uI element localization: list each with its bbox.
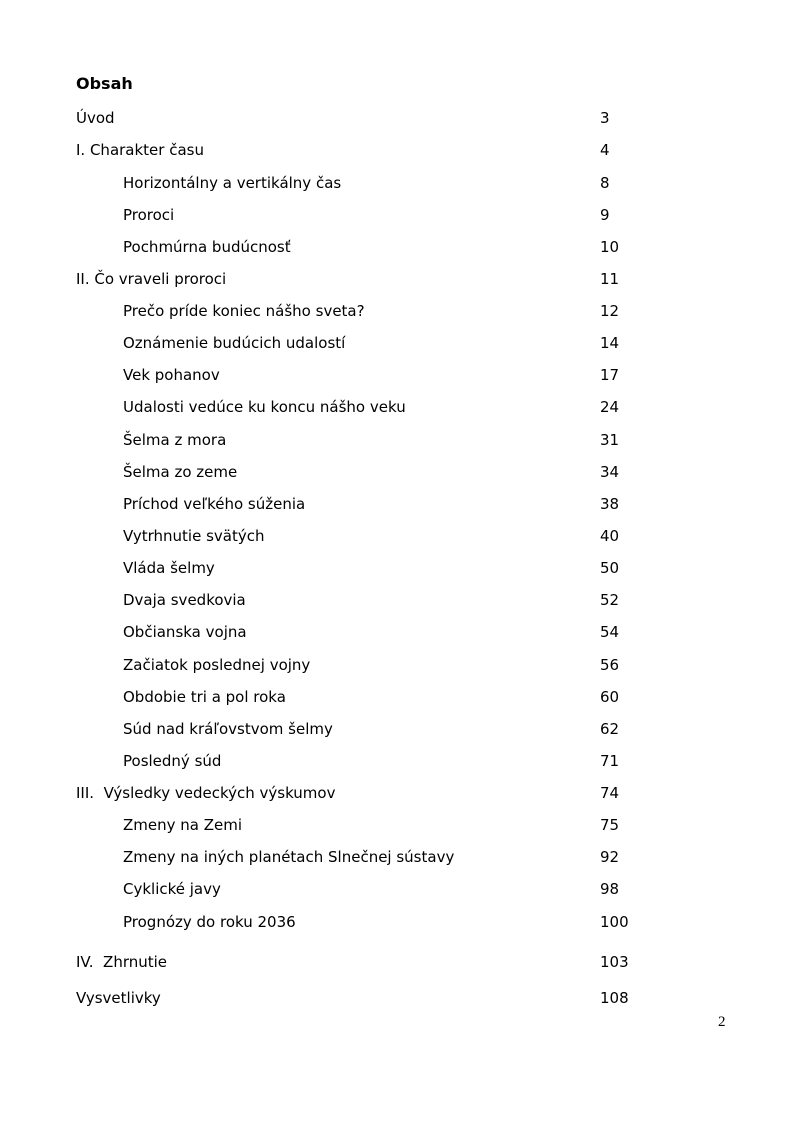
toc-entry — [0, 461, 800, 483]
toc-entry-page: 60 — [600, 688, 620, 706]
toc-entry — [0, 332, 800, 354]
toc-entry-page: 11 — [600, 270, 620, 288]
toc-entry-label: Zmeny na iných planétach Slnečnej sústavy — [123, 848, 455, 866]
toc-entry-page: 98 — [600, 880, 620, 898]
toc-entry — [0, 364, 800, 386]
toc-entry — [0, 107, 800, 129]
toc-entry-page: 74 — [600, 784, 620, 802]
toc-entry-label: Dvaja svedkovia — [123, 591, 246, 609]
toc-entry-label: Príchod veľkého súženia — [123, 495, 306, 513]
toc-entry-page: 62 — [600, 720, 620, 738]
toc-entry-label: Posledný súd — [123, 752, 222, 770]
toc-entry-label: Vysvetlivky — [76, 989, 161, 1007]
toc-entry-label: Šelma z mora — [123, 431, 227, 449]
toc-entry-page: 3 — [600, 109, 610, 127]
toc-entry-label: Úvod — [76, 109, 115, 127]
toc-entry-label: Proroci — [123, 206, 175, 224]
toc-entry — [0, 204, 800, 226]
toc-entry — [0, 782, 800, 804]
toc-entry-label: Pochmúrna budúcnosť — [123, 238, 291, 256]
toc-entry-label: II. Čo vraveli proroci — [76, 270, 227, 288]
toc-entry-label: Vek pohanov — [123, 366, 220, 384]
toc-entry — [0, 268, 800, 290]
toc-entry-label: Zmeny na Zemi — [123, 816, 243, 834]
toc-entry-page: 10 — [600, 238, 620, 256]
toc-entry-page: 17 — [600, 366, 620, 384]
toc-entry — [0, 493, 800, 515]
toc-entry — [0, 557, 800, 579]
toc-entry-page: 14 — [600, 334, 620, 352]
toc-entry-page: 103 — [600, 953, 629, 971]
toc-entry-page: 100 — [600, 913, 629, 931]
toc-entry-label: I. Charakter času — [76, 141, 204, 159]
toc-entry-label: Občianska vojna — [123, 623, 247, 641]
toc-entry — [0, 621, 800, 643]
toc-entry — [0, 525, 800, 547]
toc-entry — [0, 814, 800, 836]
toc-entry-page: 54 — [600, 623, 620, 641]
toc-entry-page: 40 — [600, 527, 620, 545]
toc-entry-label: Vytrhnutie svätých — [123, 527, 265, 545]
toc-entry — [0, 300, 800, 322]
toc-entry-label: Oznámenie budúcich udalostí — [123, 334, 346, 352]
toc-entry-page: 38 — [600, 495, 620, 513]
toc-entry — [0, 396, 800, 418]
toc-entry — [0, 686, 800, 708]
toc-entry — [0, 750, 800, 772]
toc-entry-page: 56 — [600, 656, 620, 674]
toc-entry-label: Začiatok poslednej vojny — [123, 656, 311, 674]
toc-entry-page: 108 — [600, 989, 629, 1007]
toc-entry-label: Udalosti vedúce ku koncu nášho veku — [123, 398, 406, 416]
toc-entry-label: Obdobie tri a pol roka — [123, 688, 286, 706]
toc-entry-label: Vláda šelmy — [123, 559, 215, 577]
toc-entry-page: 75 — [600, 816, 620, 834]
toc-entry-page: 71 — [600, 752, 620, 770]
toc-title: Obsah — [76, 74, 133, 93]
toc-entry — [0, 846, 800, 868]
toc-entry — [0, 172, 800, 194]
toc-entry — [0, 139, 800, 161]
page-number: 2 — [718, 1014, 726, 1030]
toc-entry-page: 31 — [600, 431, 620, 449]
toc-entry-page: 12 — [600, 302, 620, 320]
toc-entry-label: Šelma zo zeme — [123, 463, 238, 481]
toc-entry-page: 4 — [600, 141, 610, 159]
toc-entry-page: 9 — [600, 206, 610, 224]
toc-entry — [0, 718, 800, 740]
toc-entry-label: Prečo príde koniec nášho sveta? — [123, 302, 365, 320]
toc-entry-page: 92 — [600, 848, 620, 866]
toc-entry-label: Cyklické javy — [123, 880, 221, 898]
toc-entry — [0, 951, 800, 973]
toc-entry-label: Prognózy do roku 2036 — [123, 913, 296, 931]
toc-entry-page: 52 — [600, 591, 620, 609]
toc-entry-page: 50 — [600, 559, 620, 577]
toc-entry-label: IV. Zhrnutie — [76, 953, 168, 971]
toc-entry — [0, 654, 800, 676]
toc-entry-page: 24 — [600, 398, 620, 416]
toc-entry-page: 8 — [600, 174, 610, 192]
toc-entry — [0, 987, 800, 1009]
toc-entry-label: III. Výsledky vedeckých výskumov — [76, 784, 336, 802]
toc-entry — [0, 589, 800, 611]
toc-entry-page: 34 — [600, 463, 620, 481]
toc-entry — [0, 911, 800, 933]
toc-entry-label: Súd nad kráľovstvom šelmy — [123, 720, 333, 738]
toc-entry — [0, 878, 800, 900]
toc-entry — [0, 236, 800, 258]
toc-entry-label: Horizontálny a vertikálny čas — [123, 174, 342, 192]
toc-entry — [0, 429, 800, 451]
